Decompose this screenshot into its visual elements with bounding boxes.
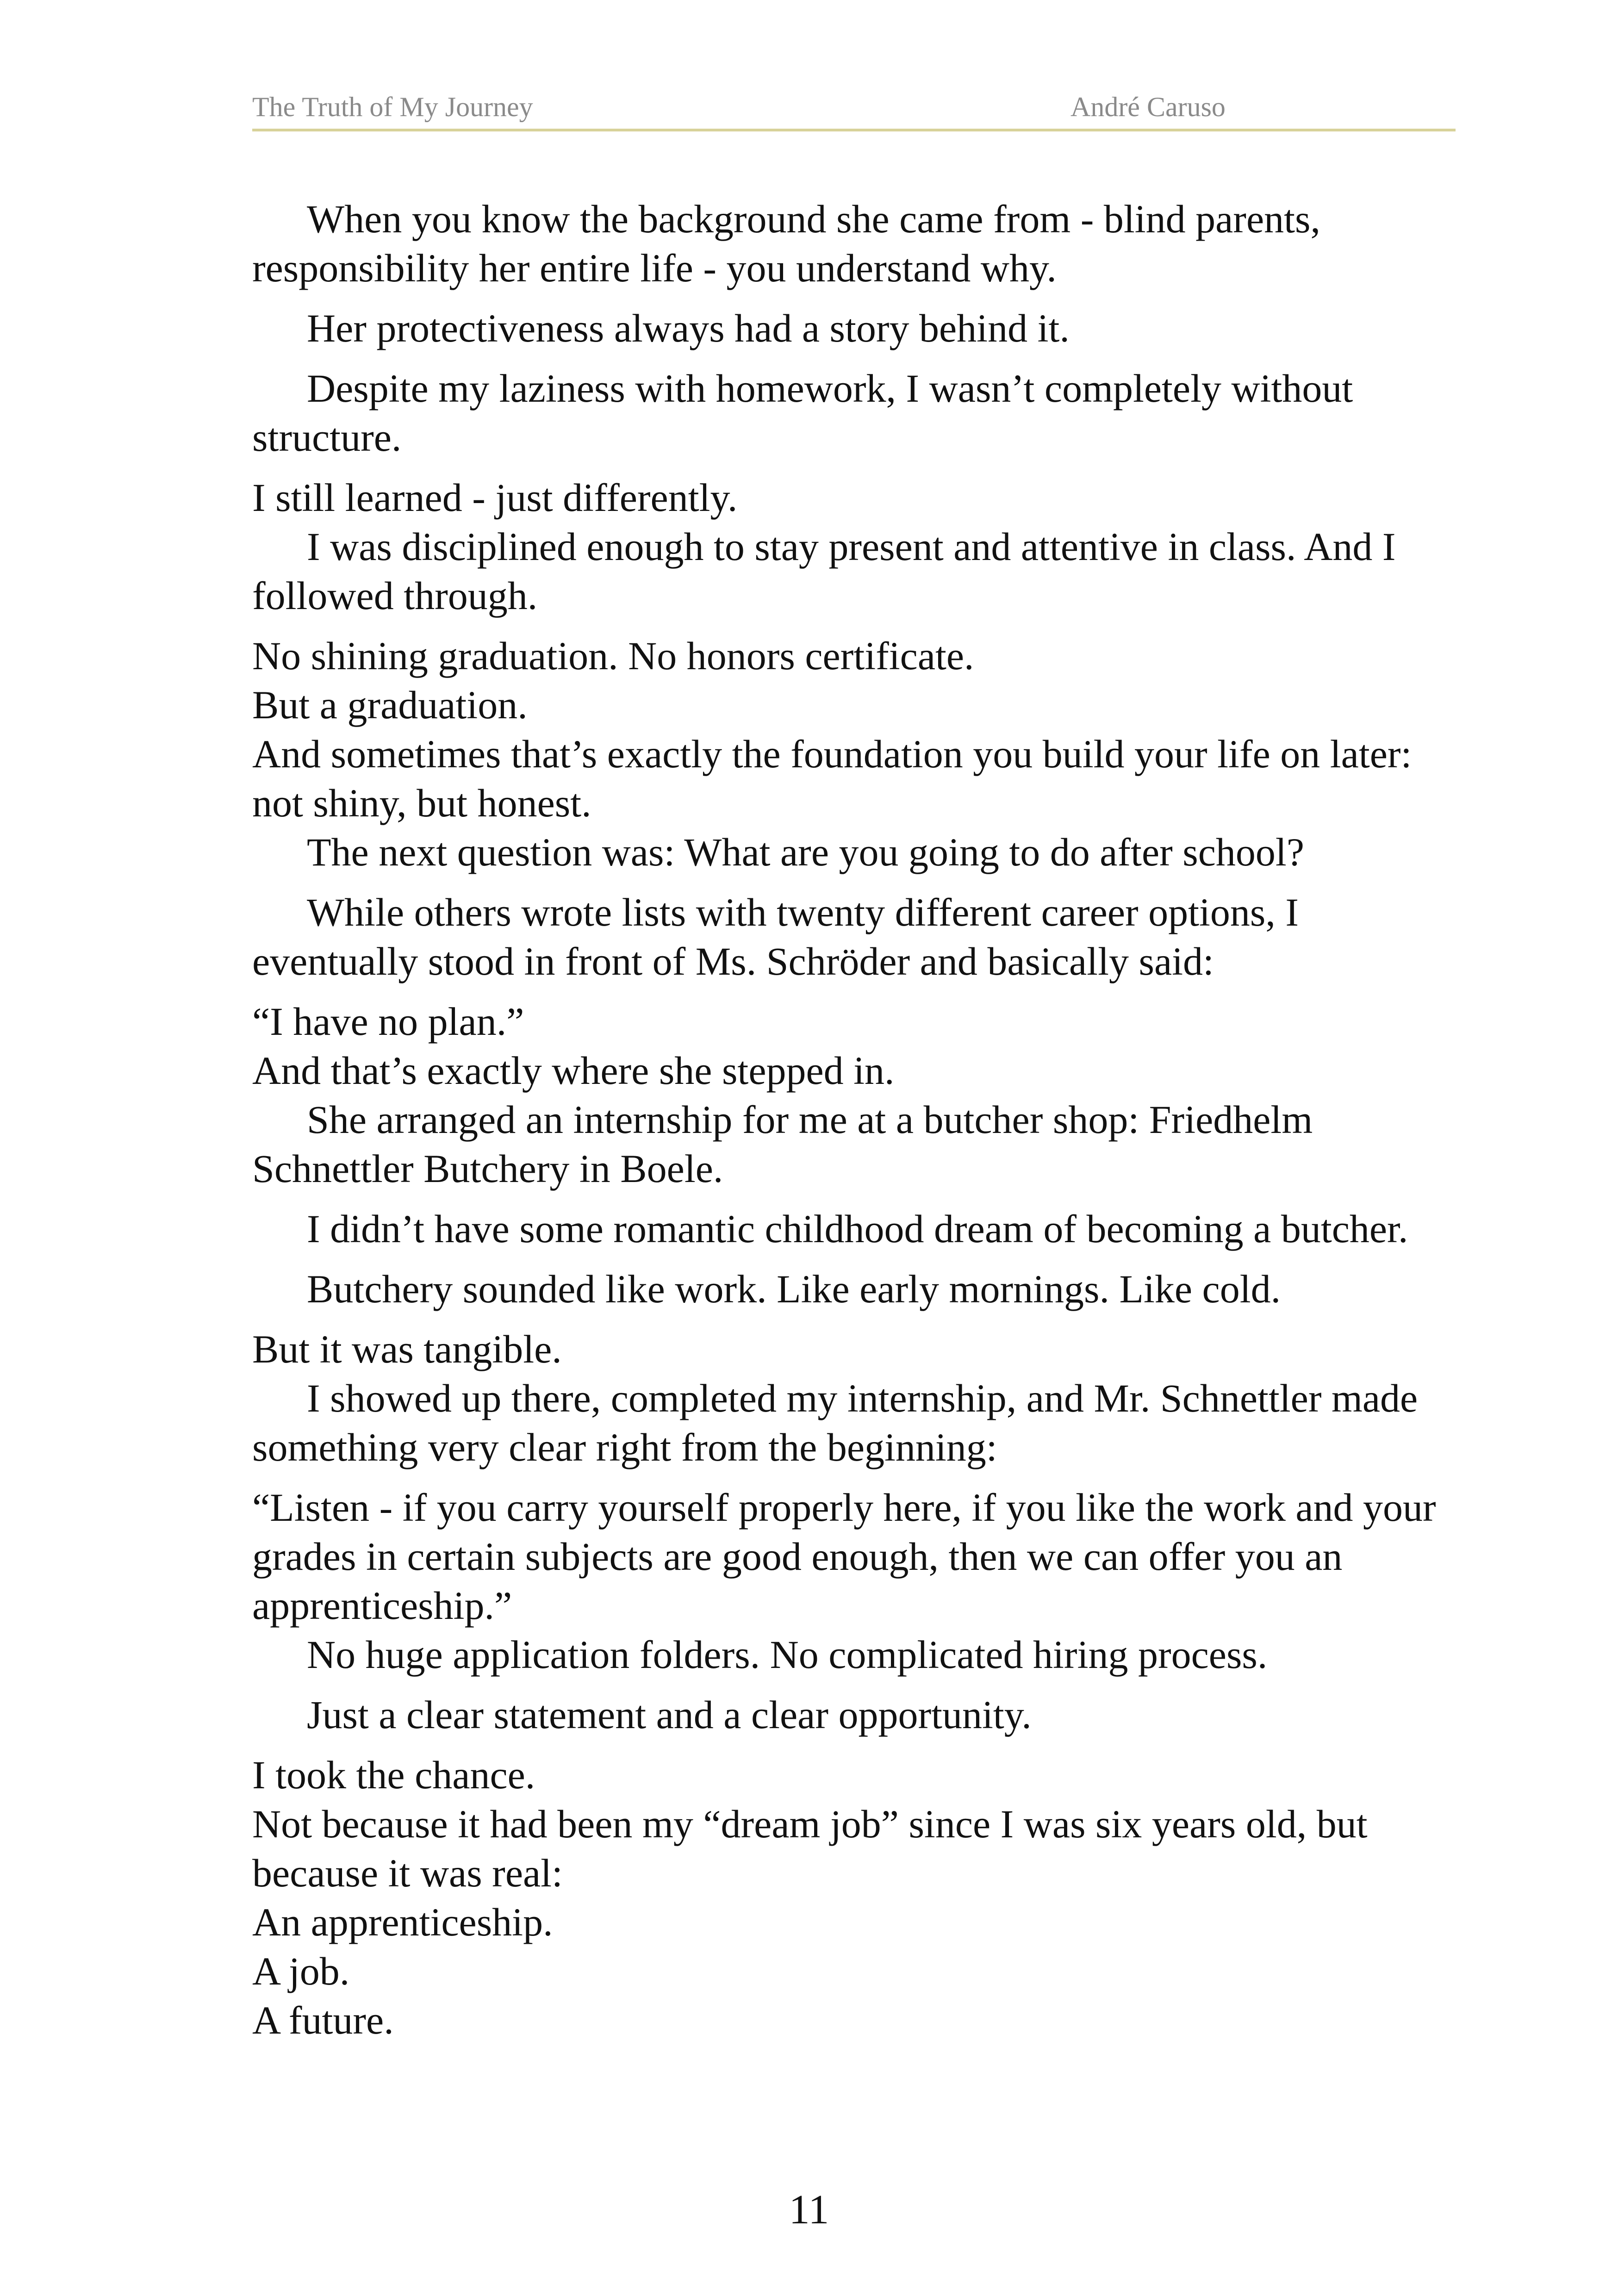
paragraph: And that’s exactly where she stepped in. (252, 1048, 895, 1093)
paragraph: No shining graduation. No honors certificate. (252, 634, 974, 678)
paragraph: Butchery sounded like work. Like early mornings. Like cold. (307, 1267, 1281, 1311)
paragraph: Despite my laziness with homework, I wasn’t completely without structure. (252, 366, 1353, 460)
running-header (252, 87, 1456, 131)
paragraph: An apprenticeship. (252, 1900, 553, 1944)
paragraph: Not because it had been my “dream job” since I was six years old, but because it was real: (252, 1802, 1368, 1895)
body-text (252, 194, 1456, 2045)
paragraph: She arranged an internship for me at a butcher shop: Friedhelm Schnettler Butchery in Boele. (252, 1097, 1313, 1191)
paragraph: I was disciplined enough to stay present and attentive in class. And I followed through. (252, 524, 1396, 618)
paragraph: No huge application folders. No complicated hiring process. (307, 1632, 1268, 1677)
paragraph: While others wrote lists with twenty different career options, I eventually stood in front of Ms. Schröder and basically said: (252, 890, 1299, 983)
paragraph: A job. (252, 1949, 350, 1993)
paragraph: The next question was: What are you going to do after school? (307, 830, 1304, 874)
header-author: André Caruso (1070, 92, 1226, 122)
paragraph: Her protectiveness always had a story behind it. (307, 306, 1070, 350)
paragraph: I didn’t have some romantic childhood dream of becoming a butcher. (307, 1207, 1408, 1251)
paragraph: I showed up there, completed my internship, and Mr. Schnettler made something very clear right from the beginning: (252, 1376, 1418, 1469)
paragraph: And sometimes that’s exactly the foundation you build your life on later: not shiny, but honest. (252, 732, 1412, 825)
paragraph: I took the chance. (252, 1753, 535, 1797)
header-book-title: The Truth of My Journey (252, 92, 533, 122)
paragraph: “I have no plan.” (252, 999, 524, 1044)
paragraph: I still learned - just differently. (252, 475, 738, 520)
paragraph: When you know the background she came from - blind parents, responsibility her entire life - you understand why. (252, 197, 1320, 290)
paragraph: Just a clear statement and a clear opportunity. (307, 1692, 1032, 1737)
page-number: 11 (789, 2187, 829, 2233)
paragraph: A future. (252, 1998, 394, 2042)
paragraph: But a graduation. (252, 683, 528, 727)
paragraph: “Listen - if you carry yourself properly here, if you like the work and your grades in certain subjects are good enough, then we can offer you an apprenticeship.” (252, 1485, 1436, 1628)
paragraph: But it was tangible. (252, 1327, 562, 1371)
